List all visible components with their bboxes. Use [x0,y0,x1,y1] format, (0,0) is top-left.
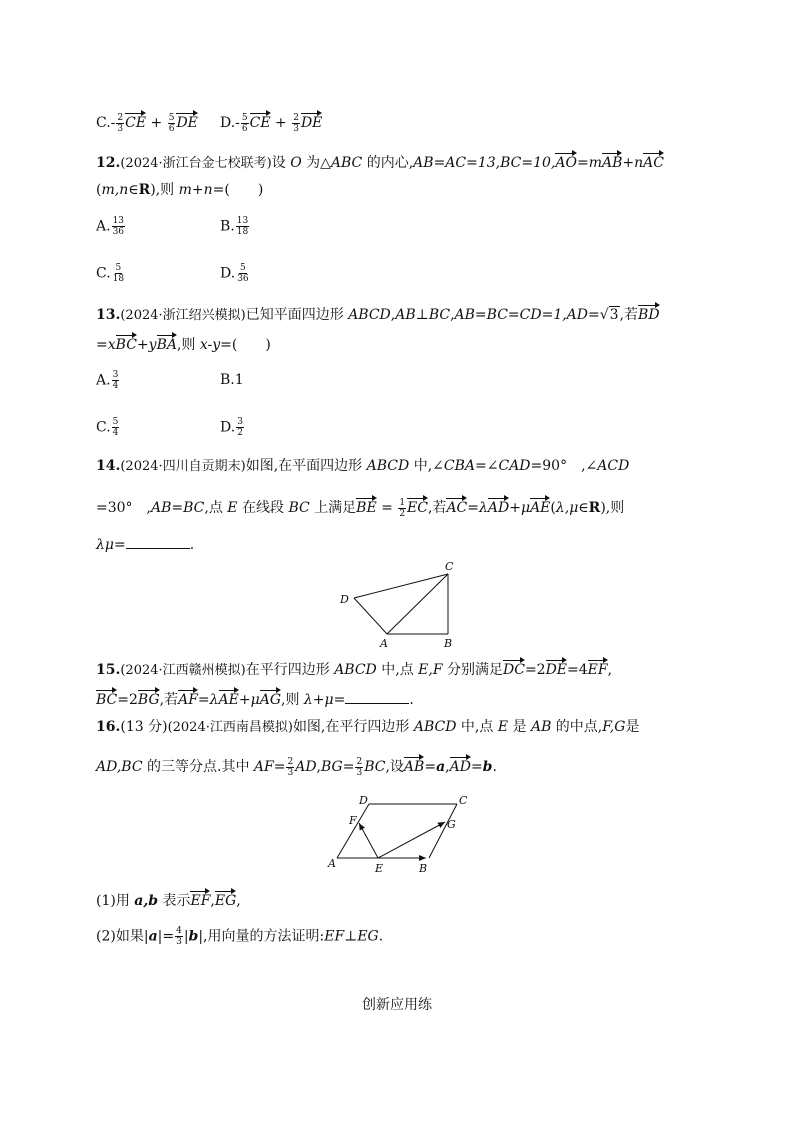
denominator: 3 [287,767,294,778]
q13-option-a[interactable] [96,370,120,391]
figure-quadrilateral-abcd [330,558,470,652]
equals: = [342,759,355,775]
q16-part1 [96,888,241,911]
q14-stem-line3 [96,535,194,555]
var-bg: BG [321,759,343,775]
option-label: A. [96,372,111,389]
var-y: y [148,337,157,353]
text: =2 [117,692,138,708]
label-c: C [459,794,468,807]
label-e: E [375,862,384,875]
text: ),则 [600,500,625,516]
vector-ef: EF [588,657,608,677]
question-number: 15. [96,662,121,678]
condition: AB⊥BC [395,307,451,323]
plus: + [146,115,167,131]
label-a: A [328,857,336,870]
vector-bc: BC [96,687,117,707]
equals: = [113,537,126,553]
var-lambda-plus-mu: λ+μ [303,692,334,708]
plus: + [622,155,635,171]
plus: + [270,115,292,131]
var-e: E [497,719,509,735]
text: 的内心, [362,155,414,171]
vector-ab: AB [404,754,424,774]
text: 的中点, [551,719,603,735]
period: . [409,692,414,708]
condition: AB=BC=CD=1,AD= [454,307,600,323]
period: . [189,537,195,553]
plus: + [509,500,521,516]
vector-ae: AE [530,495,550,515]
var-bc: BC [288,500,310,516]
text: =( ) [220,337,271,353]
question-source: (2024·四川自贡期末) [120,459,246,474]
fraction [112,263,125,284]
vector-de: DE [176,110,197,130]
fraction [286,757,294,778]
numerator: 5 [241,112,248,123]
var-abc: ABC [330,155,363,171]
denominator: 3 [356,767,363,778]
var-abcd: ABCD [413,719,457,735]
vector-ef: EF [190,888,210,908]
var-ad-bc: AD,BC [96,759,143,775]
text: ,则 [176,337,200,353]
vector-bg: BG [138,687,160,707]
q12-option-d[interactable] [220,263,251,284]
option-label: C. [96,265,111,282]
text: ,点 [204,500,228,516]
var-fg: F,G [602,719,626,735]
vector-b: b [188,928,199,945]
q13-stem-line2 [96,332,271,355]
text: =2 [524,662,546,678]
var-lambda: λ [479,500,488,516]
denominator: 36 [237,274,249,284]
var-abcd: ABCD [334,662,377,678]
figure-parallelogram-abcd [323,792,473,878]
text: ( [550,500,556,516]
condition: EF⊥EG [324,928,379,945]
sqrt: √3 [599,307,619,323]
text: ( [96,182,102,198]
q14-stem-line2 [96,495,624,519]
set-r: R [138,182,151,198]
text: , [445,759,450,775]
numerator: 2 [287,756,294,767]
q16-stem-line2 [96,754,497,778]
var-lambda-mu: λ,μ [555,500,579,516]
text: 是 [625,719,640,735]
symbol-in: ∈ [128,182,139,198]
text: 表示 [158,893,191,909]
text: ,则 [281,692,304,708]
numerator: 3 [112,370,119,380]
denominator: 4 [112,428,119,438]
text: 在平行四边形 [245,662,335,678]
text: 如图,在平行四边形 [292,719,414,735]
vector-ce: CE [125,110,146,130]
numerator: 5 [115,263,122,273]
vector-ae: AE [219,687,239,707]
equals: = [333,692,346,708]
vector-ef [359,823,378,858]
vector-ac: AC [643,150,664,170]
numerator: 1 [399,497,406,508]
vector-ba: BA [157,332,177,352]
label-a: A [380,637,388,650]
option-label: D. [220,419,236,436]
text: , [210,893,215,909]
vector-ag: AG [260,687,281,707]
denominator: 3 [176,937,182,947]
var-af: AF [253,759,274,775]
question-number: 12. [96,155,121,171]
option-label: B. [220,218,235,235]
text: 分别满足 [442,662,503,678]
var-ab: AB [530,719,552,735]
fraction [112,370,120,391]
text: 设 [271,155,291,171]
q14-stem-line1 [96,456,629,477]
var-m-plus-n: m+n [178,182,213,198]
numerator: 2 [117,112,124,123]
label-b: B [419,862,428,875]
vector-dc: DC [503,657,525,677]
q13-stem-line1 [96,302,660,326]
denominator: 2 [399,508,406,519]
var-mu: μ [520,500,531,516]
vector-ad: AD [488,495,509,515]
text: 为△ [301,155,331,171]
answer-blank[interactable] [126,536,190,549]
equals: = [470,759,483,775]
segment-ad [337,804,369,858]
text: (1)用 [96,893,135,909]
var-n: n [634,155,644,171]
equals: = [197,692,210,708]
equals: = [96,337,108,353]
period: . [492,759,497,775]
text: ,若 [427,500,447,516]
text: |,用向量的方法证明: [198,928,325,945]
var-o: O [290,155,302,171]
text: =4 [567,662,588,678]
vector-de: DE [546,657,567,677]
q12-stem-line1 [96,150,664,174]
text: (2)如果| [96,928,149,945]
equals: = [273,759,286,775]
fraction [112,216,125,237]
symbol-in: ∈ [578,500,589,516]
var-abcd: ABCD [366,458,410,474]
plus: + [238,692,251,708]
text: 是 [508,719,531,735]
question-source: (2024·浙江台金七校联考) [120,156,272,171]
segment-da [354,598,387,634]
option-label: C.- [96,115,116,131]
q11-option-d[interactable] [220,110,322,134]
text: , [316,759,321,775]
text: 已知平面四边形 [245,307,349,323]
denominator: 4 [112,381,119,391]
q12-option-b[interactable] [220,216,250,237]
text: |= [157,928,175,945]
fraction [292,113,300,134]
option-label: D.- [220,115,240,131]
option-label: D. [220,265,236,282]
text: ,若 [159,692,179,708]
var-ef: E,F [418,662,443,678]
angle-cad: CAD [498,458,531,474]
text: =30° , [96,500,151,516]
fraction [398,498,406,519]
denominator: 3 [293,123,299,134]
answer-blank[interactable] [345,691,409,704]
text: 上满足 [309,500,357,516]
text: =∠ [475,458,499,474]
q16-stem-line1 [96,717,639,738]
denominator: 2 [237,428,243,438]
q13-option-d[interactable] [220,417,245,438]
text: 中,点 [456,719,498,735]
q12-stem-line2 [96,180,263,200]
fraction [112,417,120,438]
condition: AB=BC [151,500,205,516]
radicand: 3 [609,307,619,323]
equals: = [376,500,398,516]
text: | [183,928,189,945]
text: 如图,在平面四边形 [245,458,367,474]
q16-part2 [96,926,383,947]
fraction [236,417,244,438]
question-source: (2024·江西赣州模拟) [120,663,246,678]
vectors-a-b: a,b [134,893,159,909]
vector-a: a [148,928,158,945]
vector-b: b [482,759,493,775]
equals: = [467,500,479,516]
var-mn: m,n [101,182,129,198]
text: 中,点 [376,662,419,678]
q11-option-c[interactable] [96,112,198,134]
equals: = [424,759,437,775]
q13-option-b[interactable]: B.1 [220,372,244,388]
denominator: 6 [241,123,248,134]
denominator: 6 [168,123,175,134]
question-number: 14. [96,458,121,474]
text: , [236,893,241,909]
fraction [175,926,183,947]
period: . [378,928,384,945]
q13-option-c[interactable] [96,417,120,438]
segment-bc [429,804,457,858]
angle-acd: ACD [597,458,630,474]
fraction [355,757,363,778]
text: , [607,662,613,678]
numerator: 4 [176,926,182,936]
question-source: (2024·浙江绍兴模拟) [120,308,246,323]
label-d: D [340,593,349,606]
var-abcd: ABCD [348,307,391,323]
label-b: B [444,637,453,650]
vector-af: AF [178,687,198,707]
question-source: (2024·江西南昌模拟) [167,720,293,735]
vector-ao: AO [555,150,577,170]
q12-option-c[interactable] [96,263,126,284]
fraction [241,113,249,134]
text: 在线段 [237,500,289,516]
fraction [236,263,249,284]
var-x-minus-y: x-y [199,337,221,353]
vector-ab: AB [602,150,622,170]
label-d: D [359,794,368,807]
vector-ad: AD [450,754,471,774]
text: 的三等分点.其中 [142,759,254,775]
vector-be: BE [356,495,377,515]
equals: = [576,155,589,171]
vector-de: DE [301,110,322,130]
q15-stem-line2 [96,687,414,710]
denominator: 18 [112,274,125,284]
numerator: 3 [237,417,243,427]
text: ),则 [150,182,179,198]
vector-bd: BD [638,302,660,322]
condition: AB=AC=13,BC=10, [413,155,556,171]
vector-bc: BC [116,332,137,352]
question-number: 16. [96,719,121,735]
vector-ac: AC [446,495,467,515]
section-heading: 创新应用练 [362,997,432,1013]
var-x: x [107,337,116,353]
plus: + [136,337,149,353]
vector-ce: CE [250,110,271,130]
denominator: 36 [112,227,125,237]
q11-options [96,110,198,134]
var-bc: BC [364,759,386,775]
label-f: F [349,814,357,827]
text: , [390,307,396,323]
question-number: 13. [96,307,121,323]
numerator: 13 [236,216,249,226]
vector-eg: EG [215,888,236,908]
numerator: 5 [168,112,175,123]
fraction [236,216,249,237]
numerator: 2 [356,756,363,767]
q12-option-a[interactable] [96,216,126,237]
q15-stem-line1 [96,657,612,681]
numerator: 5 [240,263,246,273]
numerator: 2 [293,112,299,123]
segment-dc [354,574,448,598]
angle-cba: CBA [443,458,476,474]
text: =( ) [212,182,264,198]
numerator: 5 [112,417,119,427]
question-score: (13 分) [120,719,168,735]
var-ad: AD [295,759,317,775]
vector-eg [378,822,445,858]
text: ,若 [619,307,639,323]
var-e: E [227,500,238,516]
var-mu: μ [250,692,260,708]
text: 中,∠ [409,458,444,474]
label-g: G [447,818,456,831]
text: =90° ,∠ [530,458,598,474]
var-lambda-mu-product: λμ [96,537,114,553]
denominator: 3 [117,123,124,134]
var-lambda: λ [209,692,219,708]
var-m: m [588,155,602,171]
fraction [116,113,124,134]
denominator: 18 [236,227,249,237]
vector-a: a [436,759,446,775]
vector-ec: EC [407,495,428,515]
set-r: R [588,500,601,516]
text: ,设 [385,759,404,775]
option-label: C. [96,419,111,436]
segment-ac [387,574,448,634]
numerator: 13 [112,216,125,226]
option-label: A. [96,218,111,235]
fraction [168,113,176,134]
label-c: C [445,560,454,573]
text: , [450,307,455,323]
